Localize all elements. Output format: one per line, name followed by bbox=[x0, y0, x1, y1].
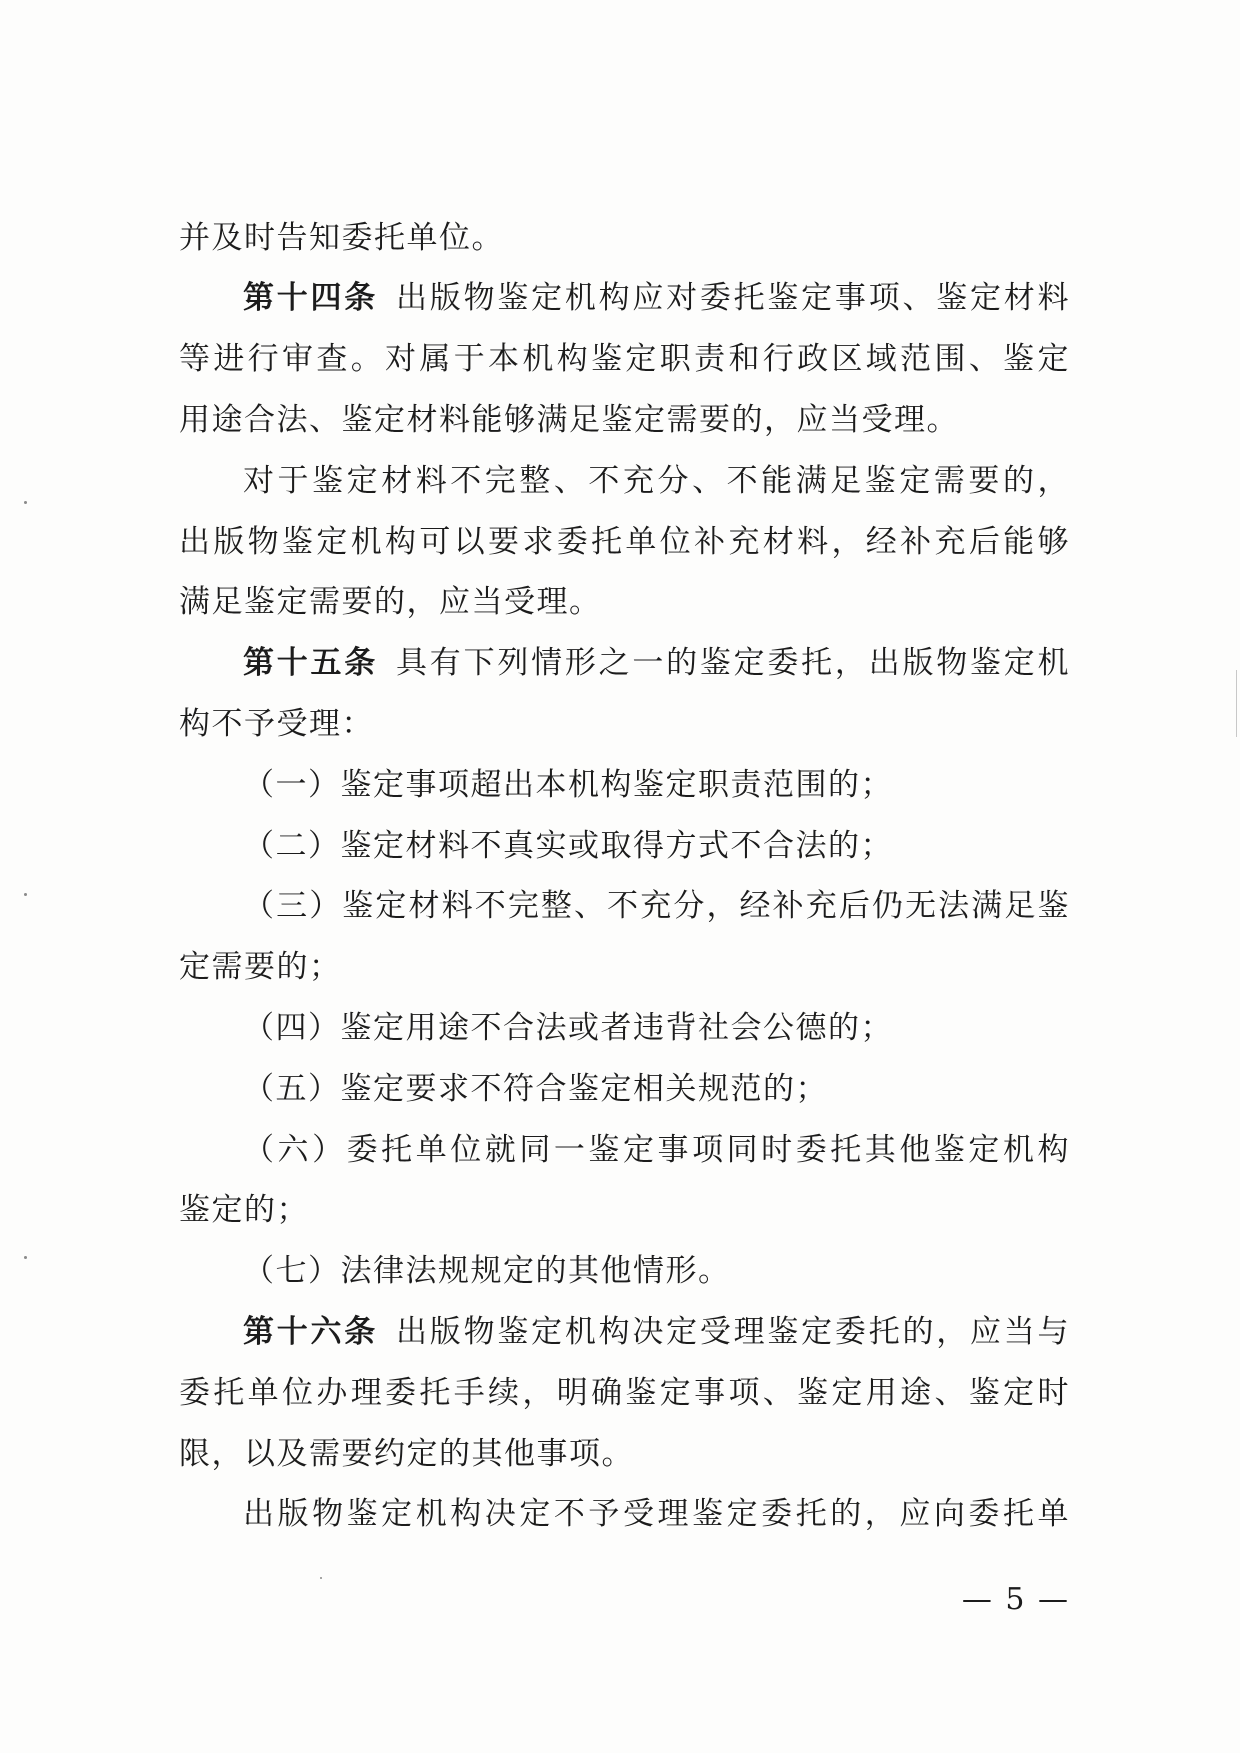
text-line bbox=[179, 1302, 1070, 1363]
scan-speck bbox=[320, 1577, 322, 1579]
article-number: 第十五条 bbox=[243, 645, 379, 682]
paragraph-continuation bbox=[179, 208, 1070, 269]
page-number: — 5 — bbox=[961, 1582, 1070, 1617]
text-line: 定需要的； bbox=[179, 949, 342, 986]
list-item-7 bbox=[179, 1241, 1070, 1302]
article-14 bbox=[179, 268, 1070, 450]
article-number: 第十六条 bbox=[243, 1313, 379, 1350]
text-line: 满足鉴定需要的，应当受理。 bbox=[179, 584, 602, 621]
article-16 bbox=[179, 1302, 1070, 1484]
text-line: 并及时告知委托单位。 bbox=[179, 219, 504, 256]
list-item-6 bbox=[179, 1120, 1070, 1242]
text-line: （七）法律法规规定的其他情形。 bbox=[243, 1253, 731, 1290]
text-line: 用途合法、鉴定材料能够满足鉴定需要的，应当受理。 bbox=[179, 401, 959, 438]
text-line: 等进行审查。对属于本机构鉴定职责和行政区域范围、鉴定 bbox=[179, 341, 1070, 378]
text-line: （三）鉴定材料不完整、不充分，经补充后仍无法满足鉴 bbox=[243, 888, 1070, 925]
article-number: 第十四条 bbox=[243, 280, 379, 317]
scan-speck bbox=[24, 893, 27, 896]
list-item-3 bbox=[179, 876, 1070, 998]
text-line bbox=[179, 633, 1070, 694]
list-item-5 bbox=[179, 1059, 1070, 1120]
scan-speck bbox=[24, 1256, 27, 1259]
article-15 bbox=[179, 633, 1070, 755]
scan-edge-mark bbox=[1236, 670, 1237, 737]
paragraph bbox=[179, 1484, 1070, 1545]
line-text: 出版物鉴定机构决定受理鉴定委托的，应当与 bbox=[396, 1313, 1070, 1350]
text-line: （六）委托单位就同一鉴定事项同时委托其他鉴定机构 bbox=[243, 1131, 1070, 1168]
text-line: （四）鉴定用途不合法或者违背社会公德的； bbox=[243, 1009, 893, 1046]
line-text: 出版物鉴定机构应对委托鉴定事项、鉴定材料 bbox=[396, 280, 1070, 317]
text-line: （一）鉴定事项超出本机构鉴定职责范围的； bbox=[243, 766, 893, 803]
text-line: 对于鉴定材料不完整、不充分、不能满足鉴定需要的， bbox=[243, 462, 1070, 499]
document-body bbox=[179, 208, 1070, 1546]
line-text: 具有下列情形之一的鉴定委托，出版物鉴定机 bbox=[396, 645, 1070, 682]
text-line: 出版物鉴定机构决定不予受理鉴定委托的，应向委托单 bbox=[243, 1496, 1070, 1533]
text-line: 鉴定的； bbox=[179, 1192, 309, 1229]
list-item-4 bbox=[179, 998, 1070, 1059]
text-line: （二）鉴定材料不真实或取得方式不合法的； bbox=[243, 827, 893, 864]
paragraph bbox=[179, 451, 1070, 633]
list-item-1 bbox=[179, 755, 1070, 816]
text-line: 构不予受理： bbox=[179, 705, 374, 742]
text-line: 限，以及需要约定的其他事项。 bbox=[179, 1435, 634, 1472]
list-item-2 bbox=[179, 816, 1070, 877]
text-line bbox=[179, 268, 1070, 329]
text-line: 出版物鉴定机构可以要求委托单位补充材料，经补充后能够 bbox=[179, 523, 1070, 560]
text-line: 委托单位办理委托手续，明确鉴定事项、鉴定用途、鉴定时 bbox=[179, 1374, 1070, 1411]
text-line: （五）鉴定要求不符合鉴定相关规范的； bbox=[243, 1070, 828, 1107]
scan-speck bbox=[24, 501, 27, 504]
